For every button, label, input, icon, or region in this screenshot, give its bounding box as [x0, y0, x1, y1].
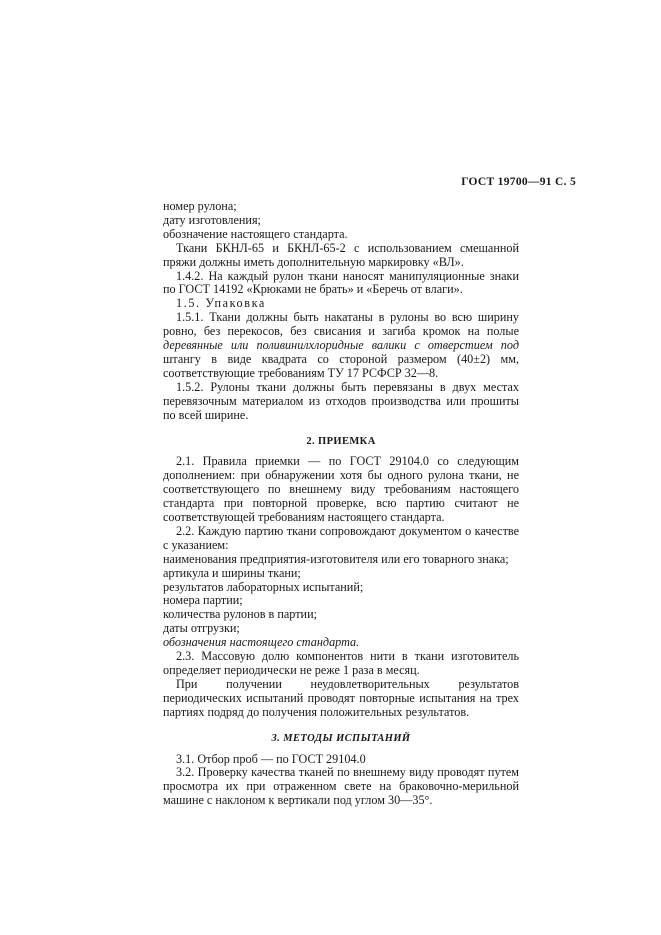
section-title-acceptance: 2. ПРИЕМКА — [306, 435, 376, 447]
list-item: номера партии; — [163, 593, 243, 608]
document-body — [163, 200, 519, 808]
page-header: ГОСТ 19700—91 С. 5 — [461, 176, 576, 188]
paragraph-1-5-1-part-c: штангу в виде квадрата со стороной размером (40±2) мм, соответствующие требованиям ТУ 17 РСФСР 32—8. — [163, 351, 519, 380]
list-item: артикула и ширины ткани; — [163, 565, 301, 580]
paragraph-3-1: 3.1. Отбор проб — по ГОСТ 29104.0 — [176, 751, 366, 766]
paragraph-2-3: 2.3. Массовую долю компонентов нити в ткани изготовитель определяет периодически не реже 1 раза в месяц. — [163, 649, 519, 677]
list-item: обозначения настоящего стандарта. — [163, 635, 360, 650]
list-item: дату изготовления; — [163, 212, 261, 227]
list-item: даты отгрузки; — [163, 621, 240, 636]
list-item: номер рулона; — [163, 199, 237, 213]
paragraph-3-2: 3.2. Проверку качества тканей по внешнему виду проводят путем просмотра их при отраженном свете на браковочно-мерильной машине с наклоном к вертикали под углом 30—35°. — [163, 765, 519, 808]
subheading-1-5: 1.5. Упаковка — [176, 296, 266, 311]
paragraph-1-5-2: 1.5.2. Рулоны ткани должны быть перевязаны в двух местах перевязочным материалом из отходов производства или прошиты по всей ширине. — [163, 379, 519, 422]
paragraph-2-1: 2.1. Правила приемки — по ГОСТ 29104.0 со следующим дополнением: при обнаружении хотя бы одного рулона ткани, не соответствующего по внешнему виду требованиям настоящего стандарта при повторной проверке, всю партию считают не соответствующей требованиям настоящего стандарта. — [163, 454, 519, 525]
paragraph-1-5-1 — [163, 311, 519, 381]
list-item: наименования предприятия-изготовителя или его товарного знака; — [163, 551, 509, 566]
paragraph-1-5-1-part-b: деревянные или поливинилхлоридные валики с отверстием под — [163, 338, 519, 353]
list-item: количества рулонов в партии; — [163, 607, 317, 622]
list-item: обозначение настоящего стандарта. — [163, 226, 348, 241]
paragraph-periodic-tests: При получении неудовлетворительных результатов периодических испытаний проводят повторные испытания на трех партиях подряд до получения положительных результатов. — [163, 676, 519, 719]
paragraph-tkani: Ткани БКНЛ-65 и БКНЛ-65-2 с использованием смешанной пряжи должны иметь дополнительную маркировку «ВЛ». — [163, 240, 519, 269]
paragraph-1-5-1-part-a: 1.5.1. Ткани должны быть накатаны в рулоны во всю ширину ровно, без перекосов, без свисания и загиба кромок на полые — [163, 310, 519, 339]
paragraph-2-2: 2.2. Каждую партию ткани сопровождают документом о качестве с указанием: — [163, 523, 519, 552]
section-title-test-methods: 3. МЕТОДЫ ИСПЫТАНИЙ — [271, 732, 411, 744]
paragraph-1-4-2: 1.4.2. На каждый рулон ткани наносят манипуляционные знаки по ГОСТ 14192 «Крюками не брать» и «Беречь от влаги». — [163, 268, 519, 297]
list-item: результатов лабораторных испытаний; — [163, 579, 364, 594]
